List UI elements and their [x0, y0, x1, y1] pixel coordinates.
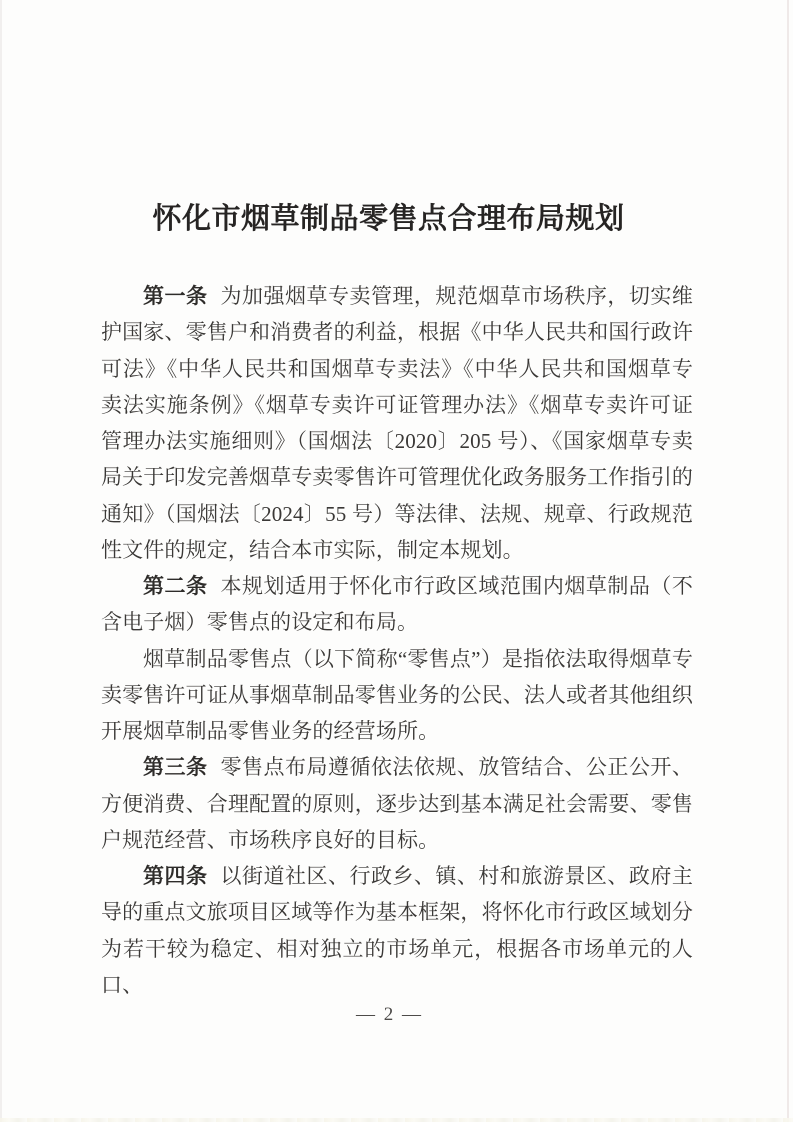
definition-text: 烟草制品零售点（以下简称“零售点”）是指依法取得烟草专卖零售许可证从事烟草制品零售业务的公民、法人或者其他组织开展烟草制品零售业务的经营场所。	[101, 646, 693, 743]
scan-edge-bottom	[0, 1118, 793, 1122]
paragraph-article-1	[101, 278, 693, 568]
scan-edge-right	[787, 0, 789, 1122]
paragraph-article-2	[101, 568, 693, 641]
page-number: — 2 —	[356, 1004, 423, 1025]
page-title: 怀化市烟草制品零售点合理布局规划	[152, 203, 625, 235]
paragraph-article-3	[101, 749, 693, 858]
paragraph-article-4	[101, 858, 693, 1003]
article-number-4: 第四条	[143, 864, 208, 888]
article-number-2: 第二条	[143, 574, 208, 598]
article-text-3: 零售点布局遵循依法依规、放管结合、公正公开、方便消费、合理配置的原则，逐步达到基本满足社会需要、零售户规范经营、市场秩序良好的目标。	[101, 755, 693, 852]
scan-edge-left	[0, 0, 2, 1122]
paragraph-definition	[101, 641, 693, 750]
article-number-1: 第一条	[143, 284, 208, 308]
article-text-1: 为加强烟草专卖管理，规范烟草市场秩序，切实维护国家、零售户和消费者的利益，根据《中华人民共和国行政许可法》《中华人民共和国烟草专卖法》《中华人民共和国烟草专卖法实施条例》《烟草专卖许可证管理办法》《烟草专卖许可证管理办法实施细则》（国烟法〔2020〕205 号）、《国家烟草专卖局关于印发完善烟草专卖零售许可管理优化政务服务工作指引的通知》（国烟法〔2024〕55 号）等法律、法规、规章、行政规范性文件的规定，结合本市实际，制定本规划。	[101, 284, 693, 562]
article-text-4: 以街道社区、行政乡、镇、村和旅游景区、政府主导的重点文旅项目区域等作为基本框架，将怀化市行政区域划分为若干较为稳定、相对独立的市场单元，根据各市场单元的人口、	[101, 864, 693, 997]
article-text-2: 本规划适用于怀化市行政区域范围内烟草制品（不含电子烟）零售点的设定和布局。	[101, 574, 693, 635]
document-body	[101, 278, 693, 1003]
article-number-3: 第三条	[143, 755, 208, 780]
